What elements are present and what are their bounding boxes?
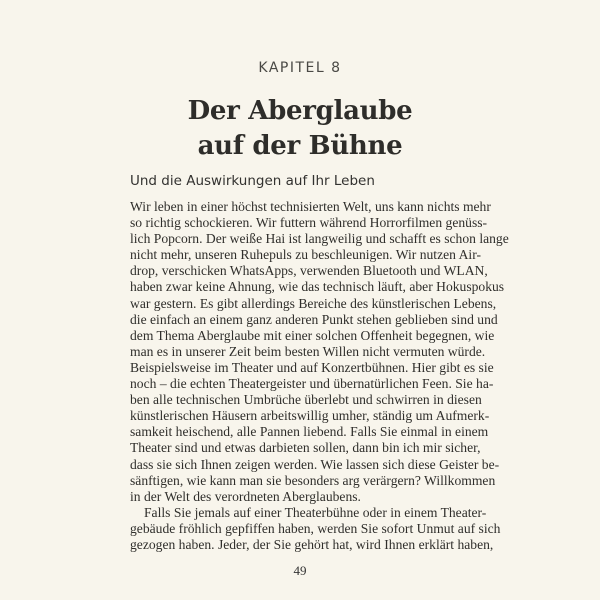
text-line: die einfach an einem ganz anderen Punkt stehen geblieben sind und (130, 311, 498, 327)
text-line: in der Welt des verordneten Aberglaubens. (130, 488, 361, 504)
text-line: lich Popcorn. Der weiße Hai ist langweilig und schafft es schon lange (130, 231, 509, 247)
text-line: noch – die echten Theatergeister und übernatürlichen Feen. Sie ha- (130, 376, 494, 392)
text-line: drop, verschicken WhatsApps, verwenden Bluetooth und WLAN, (130, 263, 488, 279)
text-line: Wir leben in einer höchst technisierten Welt, uns kann nichts mehr (130, 199, 491, 214)
text-line: gebäude fröhlich gepfiffen haben, werden Sie sofort Unmut auf sich (130, 520, 501, 536)
text-line: Beispielsweise im Theater und auf Konzertbühnen. Hier gibt es sie (130, 359, 494, 375)
text-line: gezogen haben. Jeder, der Sie gehört hat, wird Ihnen erklärt haben, (130, 536, 494, 552)
text-line: so richtig schockieren. Wir futtern während Horrorfilmen genüss- (130, 215, 488, 231)
text-line: künstlerischen Häusern arbeitswillig umher, ständig um Aufmerk- (130, 408, 490, 424)
text-line: dass sie sich Ihnen zeigen werden. Wie lassen sich diese Geister be- (130, 456, 500, 472)
text-line: Theater sind und etwas darbieten sollen, dann bin ich mir sicher, (130, 440, 481, 456)
text-line: ben alle technischen Umbrüche überlebt und schwirren in diesen (130, 392, 482, 408)
chapter-subtitle: Und die Auswirkungen auf Ihr Leben (130, 173, 375, 189)
text-line: war gestern. Es gibt allerdings Bereiche des künstlerischen Lebens, (130, 295, 497, 311)
text-line: sänftigen, wie kann man sie besonders arg verärgern? Willkommen (130, 472, 496, 488)
body-text (130, 199, 509, 553)
page-number: 49 (293, 563, 307, 578)
text-line: nicht mehr, unseren Ruhepuls zu beschleunigen. Wir nutzen Air- (130, 247, 481, 263)
chapter-title (0, 94, 600, 164)
text-line: dem Thema Aberglaube mit einer solchen Offenheit begegnen, wie (130, 327, 495, 343)
text-line: man es in unserer Zeit beim besten Willen nicht vermuten würde. (130, 343, 486, 359)
text-line: haben zwar keine Ahnung, wie das technisch läuft, aber Hokuspokus (130, 279, 505, 295)
title-line: Der Aberglaube (187, 96, 413, 126)
chapter-label: KAPITEL 8 (258, 60, 342, 76)
title-line: auf der Bühne (197, 131, 403, 161)
text-line: Falls Sie jemals auf einer Theaterbühne oder in einem Theater- (144, 504, 487, 520)
text-line: samkeit heischend, alle Pannen liebend. Falls Sie einmal in einem (130, 424, 489, 440)
